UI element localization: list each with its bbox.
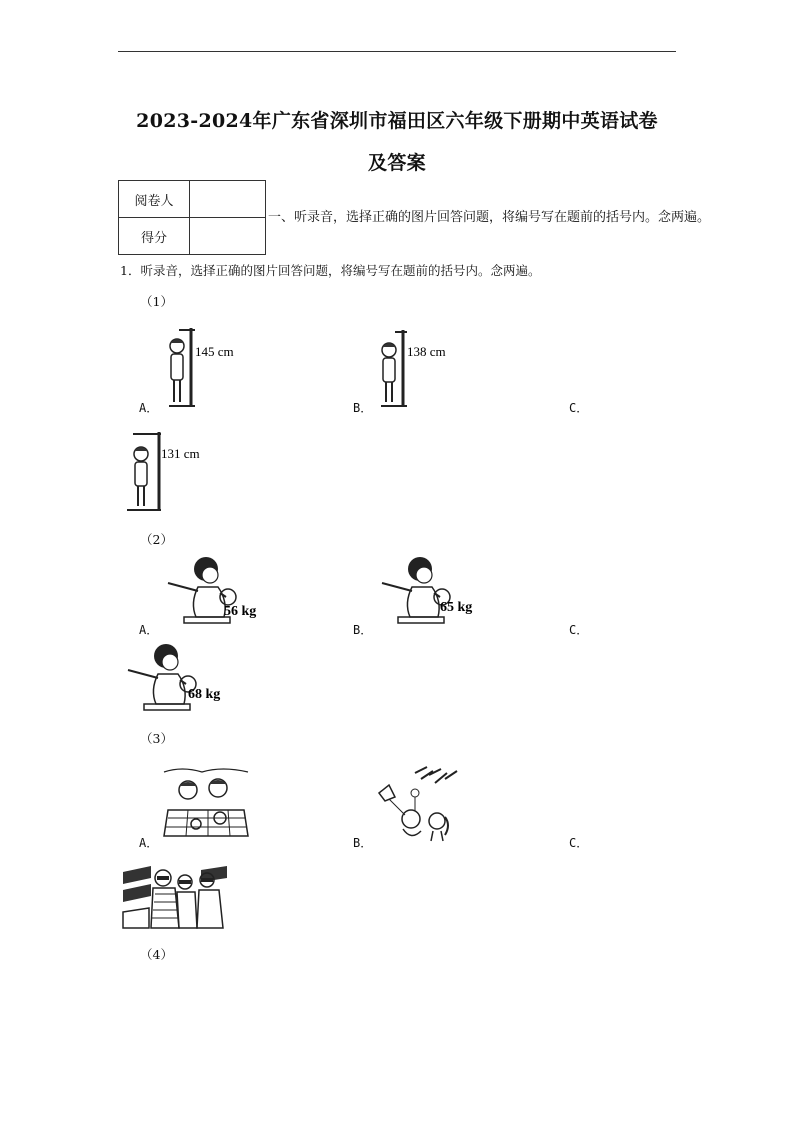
height-chart-boy-icon — [373, 328, 473, 410]
page-title-line2: 及答案 — [368, 152, 426, 174]
section-heading: 一、听录音，选择正确的图片回答问题，将编号写在题前的括号内。念两遍。 — [268, 210, 711, 225]
question-prompt: 1．听录音，选择正确的图片回答问题，将编号写在题前的括号内。念两遍。 — [120, 263, 541, 278]
score-box — [118, 180, 266, 255]
height-caption: 138 cm — [407, 344, 446, 359]
option-label[interactable]: A． — [139, 623, 159, 637]
scale-girl-icon — [120, 640, 230, 716]
header-rule — [118, 51, 676, 52]
sub-question-number: （4） — [140, 947, 173, 962]
height-chart-boy-icon — [155, 326, 255, 410]
picnic-kids-icon — [162, 766, 250, 840]
height-caption: 145 cm — [195, 344, 234, 359]
weight-caption: 65 kg — [440, 600, 473, 615]
option-label[interactable]: B． — [353, 623, 373, 637]
option-label[interactable]: C． — [569, 401, 589, 415]
scale-girl-icon — [374, 553, 484, 631]
option-label[interactable]: A． — [139, 836, 159, 850]
sub-question-number: （1） — [140, 294, 173, 309]
cinema-audience-icon — [121, 862, 229, 932]
reviewer-cell[interactable] — [190, 181, 266, 218]
option-label[interactable]: C． — [569, 623, 589, 637]
kite-kids-icon — [375, 765, 463, 843]
option-label[interactable]: C． — [569, 836, 589, 850]
height-chart-boy-icon — [125, 430, 225, 516]
option-label[interactable]: A． — [139, 401, 159, 415]
height-caption: 131 cm — [161, 446, 200, 461]
weight-caption: 68 kg — [188, 687, 221, 702]
weight-caption: 56 kg — [224, 604, 257, 619]
reviewer-label: 阅卷人 — [119, 181, 190, 218]
score-cell[interactable] — [190, 218, 266, 255]
sub-question-number: （3） — [140, 731, 173, 746]
scale-girl-icon — [160, 553, 270, 631]
option-label[interactable]: B． — [353, 401, 373, 415]
score-label: 得分 — [119, 218, 190, 255]
sub-question-number: （2） — [140, 532, 173, 547]
page-title-line1: 2023-2024年广东省深圳市福田区六年级下册期中英语试卷 — [136, 110, 658, 132]
option-label[interactable]: B． — [353, 836, 373, 850]
